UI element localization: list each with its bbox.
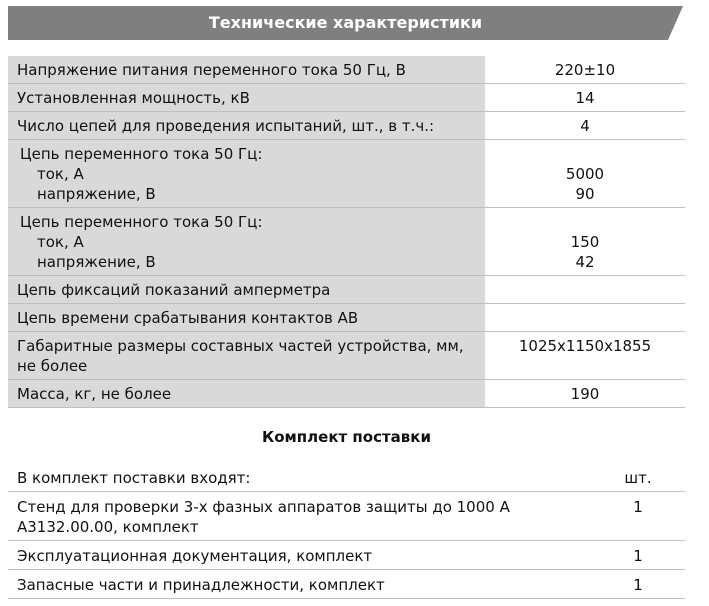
spec-row xyxy=(8,332,685,380)
spec-value: 14 xyxy=(575,89,595,107)
spec-label: Напряжение питания переменного тока 50 Гц, В xyxy=(8,56,485,83)
kit-item-label: Эксплуатационная документация, комплект xyxy=(17,547,373,565)
voltage-label: напряжение, В xyxy=(37,185,156,203)
spec-value: 4 xyxy=(580,117,590,135)
spec-row xyxy=(8,84,685,112)
circuit-label: Цепь переменного тока 50 Гц: xyxy=(20,213,263,231)
kit-item-qty: 1 xyxy=(633,576,643,594)
spec-value: 220±10 xyxy=(554,61,616,79)
kit-table xyxy=(8,464,685,599)
spec-label xyxy=(8,208,485,275)
spec-label xyxy=(8,140,485,207)
spec-row xyxy=(8,140,685,208)
section-title: Технические характеристики xyxy=(208,13,483,32)
spec-value: 1025х1150х1855 xyxy=(518,337,652,355)
kit-title: Комплект поставки xyxy=(261,428,431,446)
kit-row xyxy=(8,492,685,541)
kit-item-qty: 1 xyxy=(633,498,643,516)
kit-item-qty: 1 xyxy=(633,547,643,565)
spec-label: Масса, кг, не более xyxy=(8,380,485,407)
spec-value xyxy=(485,276,685,303)
voltage-value: 90 xyxy=(575,185,595,203)
spec-label: Цепь фиксаций показаний амперметра xyxy=(8,276,485,303)
current-value: 150 xyxy=(570,233,600,251)
circuit-label: Цепь переменного тока 50 Гц: xyxy=(20,145,263,163)
spec-label: Цепь времени срабатывания контактов АВ xyxy=(8,304,485,331)
spec-value xyxy=(485,304,685,331)
spec-row xyxy=(8,208,685,276)
kit-row xyxy=(8,570,685,599)
voltage-label: напряжение, В xyxy=(37,253,156,271)
spec-value xyxy=(485,140,685,207)
kit-item-label: Стенд для проверки 3-х фазных аппаратов защиты до 1000 А А3132.00.00, комплект xyxy=(17,498,510,536)
spec-label: Габаритные размеры составных частей устройства, мм, не более xyxy=(8,332,485,379)
spec-label: Число цепей для проведения испытаний, шт., в т.ч.: xyxy=(8,112,485,139)
kit-header-unit: шт. xyxy=(624,469,652,487)
spec-value xyxy=(485,208,685,275)
spec-row xyxy=(8,56,685,84)
kit-header-label: В комплект поставки входят: xyxy=(17,469,251,487)
section-header-band xyxy=(8,6,683,40)
current-label: ток, А xyxy=(37,233,84,251)
kit-item-label: Запасные части и принадлежности, комплект xyxy=(17,576,385,594)
current-value: 5000 xyxy=(565,165,605,183)
current-label: ток, А xyxy=(37,165,84,183)
voltage-value: 42 xyxy=(575,253,595,271)
kit-header-row xyxy=(8,464,685,492)
spec-row xyxy=(8,380,685,408)
specs-table xyxy=(8,56,685,408)
kit-row xyxy=(8,541,685,570)
spec-label: Установленная мощность, кВ xyxy=(8,84,485,111)
spec-row xyxy=(8,112,685,140)
spec-row xyxy=(8,304,685,332)
spec-row xyxy=(8,276,685,304)
spec-value: 190 xyxy=(570,385,600,403)
